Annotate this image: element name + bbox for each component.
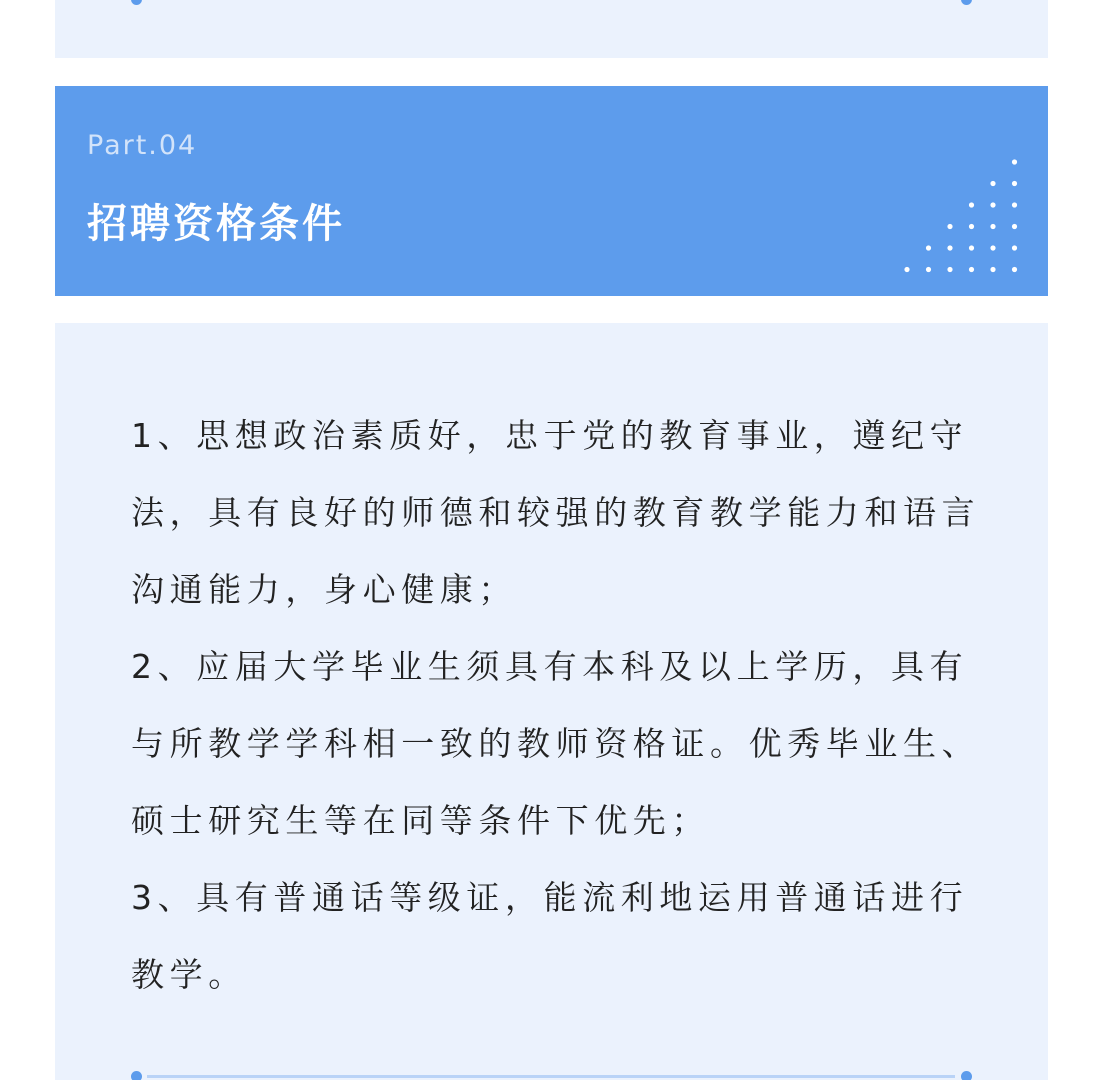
- dot-grid-dot: [990, 267, 995, 272]
- dot-grid-dot: [947, 224, 952, 229]
- dot-grid-dot: [1012, 224, 1017, 229]
- dot-grid-dot: [969, 202, 974, 207]
- dot-grid-dot: [926, 267, 931, 272]
- dot-marker-icon: [131, 0, 142, 5]
- requirement-item: 1、思想政治素质好，忠于党的教育事业，遵纪守法，具有良好的师德和较强的教育教学能力和语言沟通能力，身心健康；: [131, 416, 981, 609]
- dot-marker-icon: [131, 1071, 142, 1080]
- divider-line: [147, 1075, 955, 1078]
- dot-grid-dot: [904, 267, 909, 272]
- section-header-banner: [55, 86, 1048, 296]
- section-title: 招聘资格条件: [87, 201, 345, 247]
- dot-grid-dot: [947, 245, 952, 250]
- dot-grid-dot: [990, 224, 995, 229]
- dot-grid-dot: [990, 202, 995, 207]
- requirement-item: 3、具有普通话等级证，能流利地运用普通话进行教学。: [131, 878, 969, 994]
- dot-grid-dot: [969, 245, 974, 250]
- dot-grid-dot: [969, 267, 974, 272]
- dot-grid-dot: [969, 224, 974, 229]
- dot-grid-dot: [990, 181, 995, 186]
- requirements-list: [131, 397, 981, 1013]
- requirement-item: 2、应届大学毕业生须具有本科及以上学历，具有与所教学学科相一致的教师资格证。优秀毕业生、硕士研究生等在同等条件下优先；: [131, 647, 981, 840]
- dot-grid-dot: [1012, 202, 1017, 207]
- dot-grid-dot: [1012, 245, 1017, 250]
- dot-grid-dot: [1012, 267, 1017, 272]
- dot-grid-dot: [990, 245, 995, 250]
- dot-marker-icon: [961, 0, 972, 5]
- dot-marker-icon: [961, 1071, 972, 1080]
- dot-grid-icon: [895, 154, 1035, 274]
- part-label: Part.04: [87, 130, 198, 161]
- dot-grid-dot: [1012, 159, 1017, 164]
- requirements-card: [55, 323, 1048, 1080]
- dot-grid-dot: [1012, 181, 1017, 186]
- dot-grid-dot: [947, 267, 952, 272]
- previous-section-card: [55, 0, 1048, 58]
- dot-grid-dot: [926, 245, 931, 250]
